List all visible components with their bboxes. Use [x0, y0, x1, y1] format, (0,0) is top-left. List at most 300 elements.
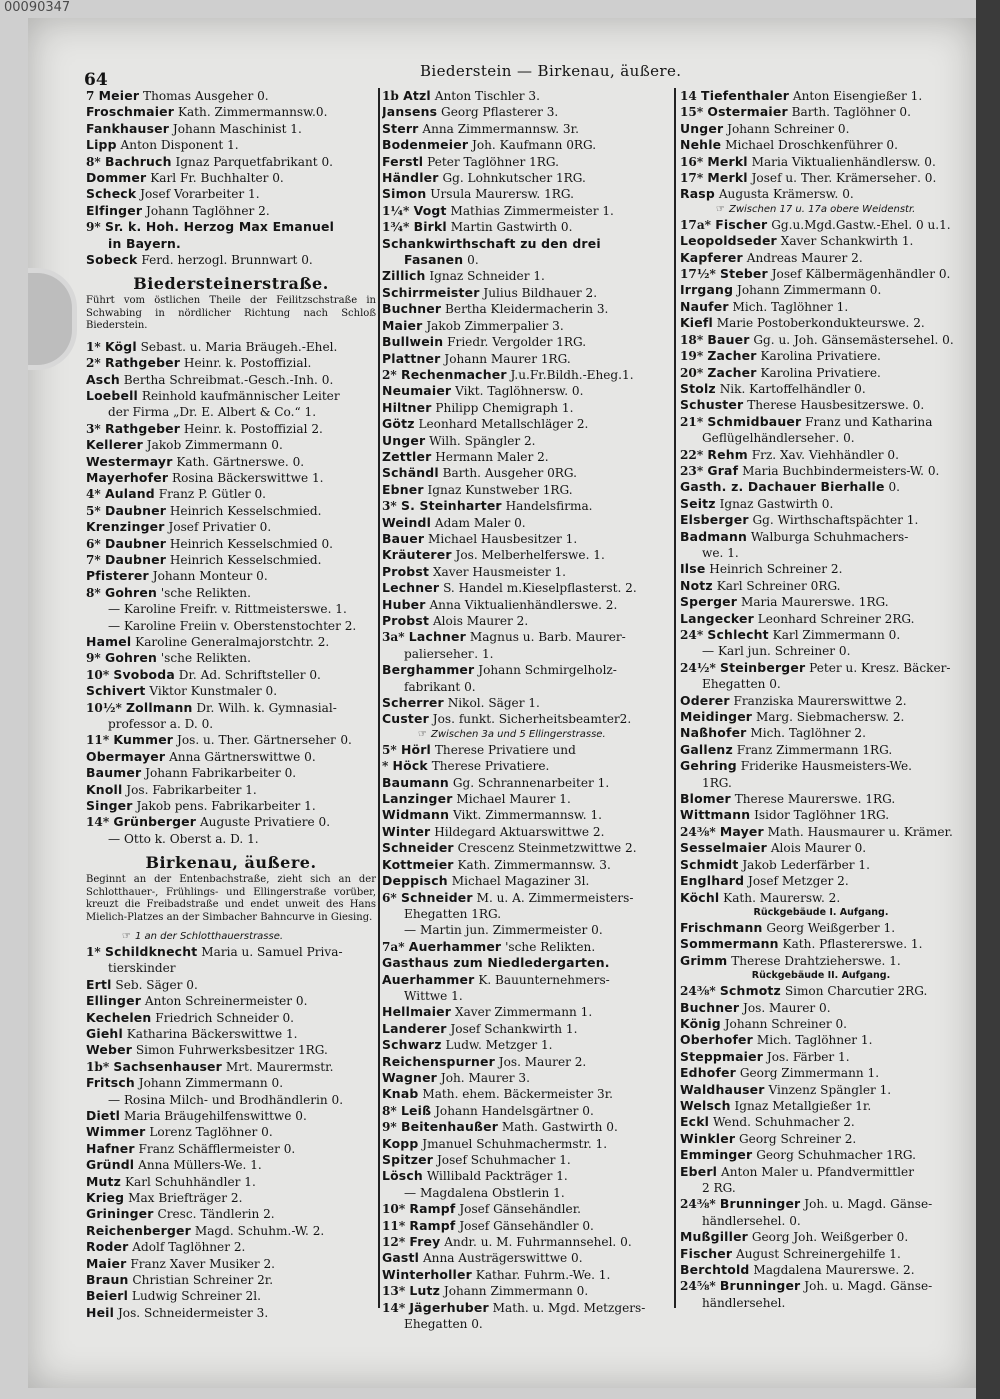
resident-name: Höck — [392, 758, 428, 774]
entry-continuation — [382, 1316, 676, 1332]
resident-name: Berghammer — [382, 662, 475, 678]
resident-entry — [382, 367, 676, 383]
resident-details: Math. Gastwirth 0. — [501, 1120, 618, 1135]
house-number: 11* — [86, 733, 114, 748]
resident-name: Atzl — [403, 88, 431, 103]
resident-name: Steppmaier — [680, 1048, 764, 1064]
resident-details: Josef Metzger 2. — [748, 874, 849, 889]
resident-entry — [86, 1157, 376, 1173]
resident-details: Wittwe 1. — [404, 988, 463, 1003]
resident-details: Alois Maurer 0. — [770, 841, 867, 856]
resident-details: Jos. Maurer 0. — [743, 1000, 831, 1015]
street-description: Führt vom östlichen Theile der Feilitzschstraße in Schwabing in nördlicher Richtung nach Schloß Biederstein. — [86, 295, 376, 332]
resident-details: Ignaz Metallgießer 1r. — [734, 1098, 872, 1113]
resident-details: Anna Austrägerswittwe 0. — [422, 1251, 583, 1266]
house-number: 1b — [382, 89, 404, 103]
resident-details: Jakob Lederfärber 1. — [742, 857, 870, 872]
resident-details: Jakob pens. Fabrikarbeiter 1. — [136, 799, 316, 814]
house-number: 2* — [86, 356, 105, 371]
resident-entry — [382, 88, 676, 104]
resident-name: in Bayern. — [108, 235, 181, 251]
resident-details: Friedr. Vergolder 1RG. — [447, 335, 587, 350]
resident-details: Ludw. Metzger 1. — [445, 1038, 553, 1053]
resident-details: Josef Kälbermägenhändler 0. — [771, 267, 951, 282]
resident-entry — [680, 725, 962, 741]
resident-details: paliersehег. 1. — [404, 646, 494, 661]
resident-details: Heinr. k. Postoffizial 2. — [183, 421, 323, 436]
resident-entry — [680, 88, 962, 104]
house-number: 14 — [680, 89, 702, 103]
resident-entry — [86, 749, 376, 765]
resident-details: Jos. u. Ther. Gärtnersehег 0. — [176, 733, 352, 748]
resident-details: Jos. Melberhelferswe. 1. — [455, 548, 605, 563]
resident-name: Bodenmeier — [382, 137, 469, 153]
resident-name: Gastl — [382, 1250, 420, 1266]
resident-name: Kapferer — [680, 249, 743, 265]
resident-entry — [86, 765, 376, 781]
resident-details: Georg Weißgerber 1. — [766, 920, 896, 935]
resident-entry — [86, 104, 376, 120]
resident-name: Fasanen — [404, 252, 464, 268]
resident-details: 'sche Relikten. — [160, 585, 251, 600]
resident-details: Franz Schäfflermeister 0. — [138, 1141, 296, 1156]
resident-entry — [382, 1136, 676, 1152]
resident-details: Franz Zimmermann 1RG. — [736, 742, 893, 757]
resident-details: Hermann Maler 2. — [435, 449, 549, 464]
house-number: 20* — [680, 365, 708, 380]
resident-name: Lechner — [382, 580, 440, 596]
house-number: 22* — [680, 447, 708, 462]
resident-details: Vinzenz Spängler 1. — [768, 1082, 892, 1097]
resident-name: Probst — [382, 563, 430, 579]
resident-details: Peter Taglöhner 1RG. — [427, 154, 559, 169]
resident-entry — [382, 1070, 676, 1086]
house-number: 10½* — [86, 700, 126, 715]
resident-details: Georg Pflasterer 3. — [441, 105, 559, 120]
cross-street-note — [680, 203, 962, 217]
house-number: 24⅝* — [680, 1279, 720, 1294]
resident-name: Scheck — [86, 186, 137, 202]
resident-name: Badmann — [680, 528, 747, 544]
house-number: 14* — [86, 815, 114, 830]
house-number: 12* — [382, 1235, 410, 1250]
entry-continuation — [382, 906, 676, 922]
resident-name: Sachsenhauser — [113, 1058, 222, 1074]
resident-name: Lachner — [408, 629, 466, 645]
resident-details: Ignaz Kunstweber 1RG. — [427, 482, 573, 497]
resident-details: Johann Maschinist 1. — [172, 121, 302, 136]
resident-details: Ignaz Schneider 1. — [429, 269, 545, 284]
resident-name: Frey — [409, 1234, 441, 1250]
resident-name: Gohren — [104, 650, 157, 666]
resident-details: we. 1. — [702, 545, 739, 560]
resident-details: Georg Schreiner 2. — [739, 1131, 857, 1146]
resident-entry — [382, 807, 676, 823]
resident-entry — [680, 186, 962, 202]
resident-name: Hiltner — [382, 399, 432, 415]
resident-entry — [680, 758, 962, 774]
resident-entry — [382, 840, 676, 856]
house-number: 6* — [86, 536, 105, 551]
resident-name: Baumann — [382, 774, 449, 790]
resident-details: Math. Hausmaurer u. Krämer. — [767, 824, 953, 839]
resident-details: Vikt. Zimmermannsw. 1. — [452, 808, 602, 823]
resident-entry — [382, 498, 676, 514]
resident-entry — [86, 650, 376, 666]
resident-entry — [86, 1223, 376, 1239]
resident-details: Katharina Bäckerswittwe 1. — [126, 1026, 298, 1041]
resident-entry — [680, 1049, 962, 1065]
resident-name: Schwarz — [382, 1037, 442, 1053]
resident-entry — [86, 203, 376, 219]
resident-entry — [680, 282, 962, 298]
resident-entry — [382, 873, 676, 889]
resident-entry — [382, 742, 676, 758]
house-number: 16* — [680, 154, 708, 169]
resident-details: Seb. Säger 0. — [115, 977, 198, 992]
resident-details: Barth. Taglöhner 0. — [791, 105, 911, 120]
resident-entry — [680, 807, 962, 823]
entry-continuation — [382, 679, 676, 695]
resident-details: Georg Zimmermann 1. — [739, 1066, 880, 1081]
resident-name: Unger — [680, 120, 724, 136]
resident-entry — [382, 955, 676, 971]
resident-details: — Rosina Milch- und Brodhändlerin 0. — [108, 1092, 344, 1107]
resident-name: Rampf — [409, 1201, 456, 1217]
resident-name: Sobeck — [86, 252, 138, 268]
resident-details: Viktor Kunstmaler 0. — [149, 684, 278, 699]
resident-details: S. Handel m.Kieselpflasterst. 2. — [443, 581, 637, 596]
resident-details: Johann Zimmermann 0. — [138, 1076, 284, 1091]
resident-details: Magd. Schuhm.-W. 2. — [194, 1223, 325, 1238]
cross-street-note — [382, 728, 676, 742]
resident-details: Karolina Privatiere. — [760, 365, 881, 380]
house-number: 23* — [680, 463, 708, 478]
resident-name: Mayer — [719, 823, 764, 839]
resident-name: Dietl — [86, 1107, 121, 1123]
resident-name: Hafner — [86, 1140, 135, 1156]
resident-name: Krieg — [86, 1190, 125, 1205]
resident-details: Mich. Taglöhner 1. — [756, 1033, 873, 1048]
resident-name: Knoll — [86, 781, 123, 797]
resident-entry — [382, 268, 676, 284]
resident-details: Mathias Zimmermeister 1. — [450, 203, 614, 218]
resident-entry — [680, 1164, 962, 1180]
resident-entry — [680, 953, 962, 969]
resident-entry — [382, 857, 676, 873]
resident-name: Sterr — [382, 120, 419, 136]
resident-name: Fischer — [680, 1245, 733, 1261]
resident-entry — [86, 1239, 376, 1255]
resident-name: Tiefenthaler — [701, 88, 790, 103]
resident-entry — [86, 503, 376, 519]
resident-name: Irrgang — [680, 282, 734, 298]
resident-details: Gg. Wirthschaftspächter 1. — [752, 513, 919, 528]
resident-entry — [382, 695, 676, 711]
resident-name: Kummer — [113, 732, 174, 748]
resident-entry — [382, 400, 676, 416]
resident-entry — [86, 1305, 376, 1321]
resident-details: — Karoline Freiin v. Oberstenstochter 2. — [108, 618, 357, 633]
resident-name: Rathgeber — [104, 355, 181, 371]
resident-name: Singer — [86, 798, 133, 814]
resident-details: Dr. Ad. Schriftsteller 0. — [178, 667, 321, 682]
resident-entry — [680, 840, 962, 856]
resident-name: Simon — [382, 186, 427, 202]
resident-details: Johann Maurer 1RG. — [444, 351, 571, 366]
resident-details: Friderike Hausmeisters-We. — [740, 759, 912, 774]
resident-details: Michael Maurer 1. — [456, 792, 571, 807]
resident-details: Michael Hausbesitzer 1. — [428, 531, 578, 546]
resident-entry — [680, 1229, 962, 1245]
resident-name: Kräuterer — [382, 547, 452, 563]
resident-entry — [680, 250, 962, 266]
resident-details: 'sche Relikten. — [505, 939, 596, 954]
house-number: 8* — [382, 1103, 401, 1118]
resident-details: Anton Tischler 3. — [434, 89, 540, 103]
house-number: 3* — [86, 421, 105, 436]
resident-details: Kath. Maurersw. 2. — [723, 890, 841, 905]
resident-entry — [86, 470, 376, 486]
resident-entry — [86, 993, 376, 1009]
house-number: * — [382, 759, 393, 774]
resident-details: Ferd. herzogl. Brunnwart 0. — [141, 253, 313, 268]
resident-name: Dommer — [86, 170, 147, 186]
resident-name: Schuster — [680, 397, 744, 413]
resident-name: Mußgiller — [680, 1229, 748, 1245]
resident-details: Therese Maurerswe. 1RG. — [734, 792, 896, 807]
resident-details: Georg Joh. Weißgerber 0. — [751, 1230, 909, 1245]
resident-name: Froschmaier — [86, 104, 175, 120]
resident-name: Giehl — [86, 1025, 123, 1041]
resident-name: Leiß — [400, 1102, 432, 1118]
resident-name: Wittmann — [680, 807, 751, 823]
resident-entry — [86, 137, 376, 153]
resident-details: August Schreinergehilfe 1. — [736, 1246, 901, 1261]
resident-details: Josef u. Ther. Krämersehег. 0. — [751, 171, 937, 186]
resident-entry — [382, 104, 676, 120]
resident-name: Mutz — [86, 1173, 122, 1189]
resident-entry — [86, 944, 376, 960]
resident-name: Wagner — [382, 1069, 437, 1085]
resident-entry — [680, 857, 962, 873]
resident-name: Schlecht — [707, 627, 769, 642]
resident-name: Oderer — [680, 692, 730, 708]
resident-entry — [382, 154, 676, 170]
resident-entry — [382, 1021, 676, 1037]
resident-entry — [680, 561, 962, 577]
resident-name: Schneider — [382, 840, 454, 856]
resident-details: 2 RG. — [702, 1181, 736, 1195]
resident-details: Willibald Packträger 1. — [426, 1169, 568, 1184]
resident-entry — [680, 414, 962, 430]
entry-continuation — [680, 775, 962, 791]
entry-continuation — [680, 1295, 962, 1311]
resident-entry — [382, 121, 676, 137]
resident-name: Landerer — [382, 1020, 447, 1036]
resident-entry — [86, 782, 376, 798]
resident-name: Naßhofer — [680, 725, 747, 741]
resident-entry — [680, 1262, 962, 1278]
note-text: Zwischen 3a und 5 Ellingerstrasse. — [430, 728, 606, 740]
resident-entry — [382, 482, 676, 498]
resident-details: Wend. Schuhmacher 2. — [712, 1115, 855, 1130]
resident-details: Ignaz Gastwirth 0. — [719, 496, 834, 511]
entry-continuation — [86, 831, 376, 847]
resident-name: Vogt — [413, 202, 447, 218]
resident-name: Weindl — [382, 514, 432, 530]
resident-name: Welsch — [680, 1097, 731, 1113]
resident-details: Josef Gänsehändler 0. — [459, 1218, 594, 1233]
resident-details: Anton Schreinermeister 0. — [144, 994, 308, 1009]
resident-details: Sebast. u. Maria Bräugeh.-Ehel. — [140, 339, 338, 354]
resident-entry — [382, 383, 676, 399]
resident-details: Gg.u.Mgd.Gastw.-Ehel. 0 u.1. — [771, 217, 951, 232]
entry-continuation — [86, 404, 376, 420]
column-3 — [680, 88, 962, 1311]
resident-name: Plattner — [382, 350, 441, 366]
resident-name: Notz — [680, 577, 713, 593]
resident-details: Jakob Zimmerpalier 3. — [426, 318, 564, 333]
resident-name: Unger — [382, 432, 426, 448]
house-number: 21* — [680, 414, 708, 429]
house-number: 24½* — [680, 660, 720, 675]
resident-entry — [680, 479, 962, 495]
resident-name: Probst — [382, 613, 430, 628]
resident-entry — [680, 1000, 962, 1016]
resident-name: Reichenspurner — [382, 1053, 495, 1069]
resident-details: professor a. D. 0. — [108, 717, 214, 732]
resident-details: Kathar. Fuhrm.-We. 1. — [475, 1267, 611, 1282]
resident-name: Brunninger — [719, 1196, 801, 1212]
resident-name: Birkl — [413, 219, 447, 235]
resident-entry — [86, 1108, 376, 1124]
resident-name: Widmann — [382, 807, 450, 823]
house-number: 5* — [382, 742, 401, 757]
resident-details: — Otto k. Oberst a. D. 1. — [108, 831, 259, 846]
resident-details: Josef Privatier 0. — [168, 520, 272, 535]
resident-entry — [680, 299, 962, 315]
resident-entry — [680, 217, 962, 233]
resident-name: Graf — [707, 462, 739, 478]
resident-details: der Firma „Dr. E. Albert & Co.“ 1. — [108, 405, 317, 420]
resident-details: Martin Gastwirth 0. — [450, 220, 573, 235]
resident-name: Westermayr — [86, 453, 173, 469]
house-number: 24⅜* — [680, 984, 720, 999]
resident-name: Emminger — [680, 1147, 753, 1163]
resident-entry — [382, 890, 676, 906]
resident-details: 0. — [467, 253, 479, 268]
resident-name: Huber — [382, 596, 426, 612]
resident-entry — [382, 170, 676, 186]
resident-name: Fankhauser — [86, 120, 170, 136]
resident-entry — [680, 315, 962, 331]
entry-continuation — [382, 1185, 676, 1201]
resident-details: Anna Müllers-We. 1. — [138, 1158, 262, 1173]
resident-name: Kottmeier — [382, 856, 454, 872]
resident-name: Winterholler — [382, 1266, 472, 1282]
resident-name: Rehm — [707, 446, 748, 462]
resident-name: Beitenhaußer — [400, 1119, 499, 1135]
resident-details: — Magdalena Obstlerin 1. — [404, 1185, 565, 1200]
column-divider — [378, 88, 380, 1308]
resident-details: Maria Viktualienhändlersw. 0. — [751, 154, 936, 169]
building-subheading: Rückgebäude I. Aufgang. — [753, 906, 889, 918]
resident-name: Lipp — [86, 137, 117, 153]
resident-details: Nik. Kartoffelhändler 0. — [719, 381, 866, 396]
resident-entry — [382, 758, 676, 774]
resident-name: Asch — [86, 371, 120, 387]
cross-street-note — [86, 930, 376, 944]
resident-entry — [382, 449, 676, 465]
resident-entry — [382, 791, 676, 807]
resident-name: Meidinger — [680, 709, 753, 725]
resident-entry — [86, 421, 376, 437]
resident-entry — [86, 186, 376, 202]
house-number: 24* — [680, 628, 708, 642]
resident-entry — [86, 977, 376, 993]
resident-name: Schmotz — [719, 983, 781, 999]
resident-name: Kechelen — [86, 1009, 152, 1025]
resident-name: Oberhofer — [680, 1032, 753, 1048]
resident-details: 0. — [888, 480, 901, 495]
house-number: 5* — [86, 503, 105, 518]
resident-details: Jos. Schneidermeister 3. — [117, 1305, 269, 1320]
resident-details: Heinrich Kesselschmied. — [169, 503, 322, 518]
house-number: 8* — [86, 154, 105, 169]
resident-entry — [680, 660, 962, 676]
resident-details: 1RG. — [702, 775, 732, 790]
entry-continuation — [680, 676, 962, 692]
resident-details: Bertha Kleidermacherin 3. — [445, 302, 609, 317]
resident-entry — [382, 1218, 676, 1234]
resident-entry — [680, 1196, 962, 1212]
resident-name: Bachruch — [104, 153, 172, 169]
resident-entry — [382, 515, 676, 531]
resident-details: Therese Privatiere. — [431, 759, 550, 774]
resident-details: Xaver Schankwirth 1. — [780, 234, 914, 249]
pointing-hand-icon: ☞ — [418, 728, 427, 740]
resident-name: Neumaier — [382, 383, 452, 399]
resident-details: Marg. Siebmachersw. 2. — [755, 710, 905, 725]
resident-details: Ursula Maurersw. 1RG. — [430, 187, 574, 202]
resident-name: Brunninger — [719, 1278, 801, 1294]
resident-entry — [382, 662, 676, 678]
resident-entry — [86, 388, 376, 404]
resident-name: Zettler — [382, 448, 432, 464]
resident-details: Kath. Gärtnerswe. 0. — [176, 454, 305, 469]
resident-entry — [382, 433, 676, 449]
resident-name: Hamel — [86, 634, 132, 649]
resident-name: Grininger — [86, 1206, 154, 1222]
house-number: 1¾* — [382, 220, 414, 235]
resident-details: Vikt. Taglöhnersw. 0. — [455, 384, 584, 399]
entry-continuation — [86, 601, 376, 617]
resident-name: Fischer — [715, 216, 768, 232]
resident-details: Thomas Ausgeher 0. — [143, 89, 269, 103]
resident-entry — [382, 236, 676, 252]
resident-details: Lorenz Taglöhner 0. — [149, 1125, 273, 1140]
resident-details: Michael Magaziner 3l. — [451, 874, 590, 889]
resident-entry — [680, 332, 962, 348]
resident-details: Therese Privatiere und — [434, 742, 576, 757]
resident-name: Naufer — [680, 298, 729, 314]
resident-details: Karoline Generalmajorstchtr. 2. — [135, 635, 330, 649]
resident-entry — [86, 372, 376, 388]
house-number: 15* — [680, 105, 708, 120]
resident-entry — [382, 1283, 676, 1299]
resident-name: Jansens — [382, 104, 438, 120]
